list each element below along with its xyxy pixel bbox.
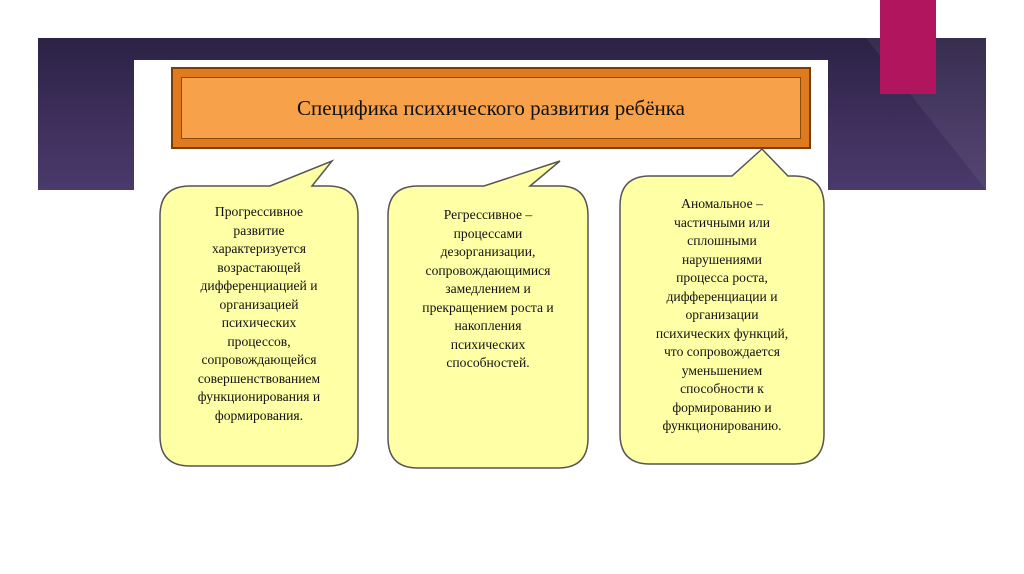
bubble-anomalous-text: Аномальное – частичными или сплошными нарушениями процесса роста, дифференциации и организации психических функций, что сопровождается уменьшением способности к формированию и функционированию. <box>655 196 789 433</box>
bubble-regressive-text: Регрессивное – процессами дезорганизации, сопровождающимися замедлением и прекращением роста и накопления психических способностей. <box>422 207 554 370</box>
page-title: Специфика психического развития ребёнка <box>297 95 685 120</box>
bubble-progressive-text: Прогрессивное развитие характеризуется возрастающей дифференциацией и организацией психических процессов, сопровождающейся совершенствованием функционирования и формирования. <box>197 204 321 423</box>
